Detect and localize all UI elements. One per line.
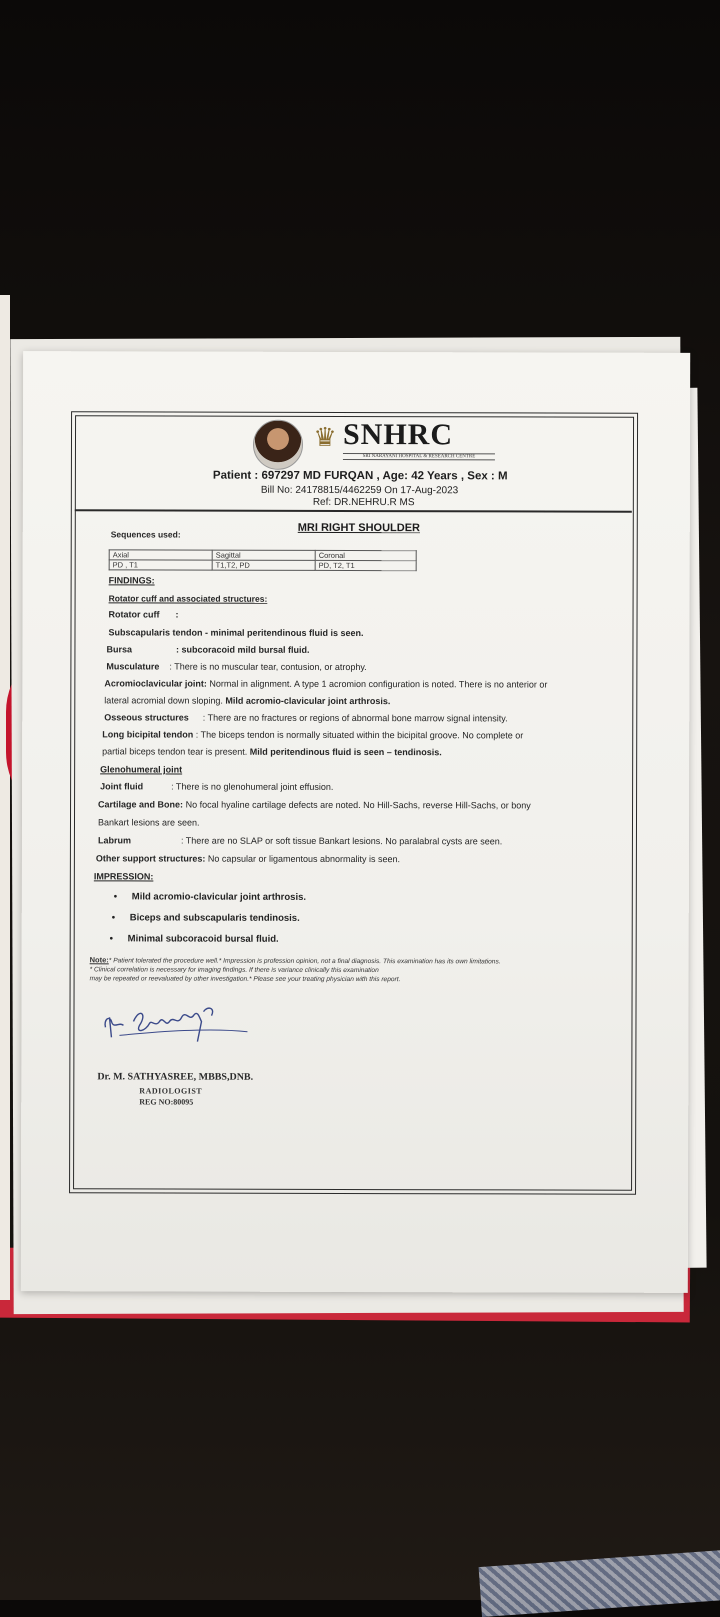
- biceps-bold: Mild peritendinous fluid is seen – tendinosis.: [249, 746, 442, 758]
- report-title: MRI RIGHT SHOULDER: [297, 521, 421, 535]
- impression-item: [110, 933, 279, 944]
- labrum-label: Labrum: [97, 835, 131, 846]
- seq-value-coronal: PD, T2, T1: [315, 560, 416, 570]
- glenohumeral-heading: Glenohumeral joint: [100, 764, 183, 775]
- musculature-line: [106, 661, 366, 672]
- subscapularis-line: Subscapularis tendon - minimal peritendinous fluid is seen.: [108, 627, 364, 639]
- biceps-text-2: partial biceps tendon tear is present.: [102, 746, 248, 757]
- ac-joint-text-1: Normal in alignment. A type 1 acromion configuration is noted. There is no anterior or: [209, 678, 548, 690]
- bullet-icon: •: [109, 933, 114, 945]
- hospital-logo-subtitle: SRI NARAYANI HOSPITAL & RESEARCH CENTRE: [343, 453, 495, 460]
- impression-heading: IMPRESSION:: [93, 871, 154, 882]
- ac-joint-line-2: [104, 695, 390, 706]
- sequences-label: Sequences used:: [110, 529, 181, 540]
- rotator-cuff-label: [109, 609, 179, 619]
- impression-item: [114, 891, 306, 903]
- hospital-logo-text: SNHRC: [342, 417, 454, 452]
- rotator-section-heading: Rotator cuff and associated structures:: [108, 593, 268, 604]
- cartilage-line-1: [98, 799, 531, 810]
- other-support-text: No capsular or ligamentous abnormality is seen.: [207, 853, 401, 865]
- rotator-cuff-colon: :: [175, 609, 179, 620]
- musculature-label: Musculature: [106, 661, 160, 672]
- impression-text: Mild acromio-clavicular joint arthrosis.: [131, 891, 307, 903]
- musculature-text: : There is no muscular tear, contusion, or atrophy.: [169, 661, 367, 673]
- other-support-label: Other support structures:: [95, 853, 206, 864]
- biceps-line-1: [102, 729, 523, 740]
- cartilage-line-2: Bankart lesions are seen.: [97, 817, 200, 828]
- bursa-text: : subcoracoid mild bursal fluid.: [175, 644, 310, 655]
- radiologist-role: RADIOLOGIST: [139, 1086, 203, 1096]
- bursa-label: Bursa: [106, 644, 132, 655]
- back-sheet-left: [0, 295, 10, 1300]
- seq-header-axial: Axial: [109, 550, 212, 560]
- biceps-line-2: [102, 746, 442, 757]
- osseous-line: [104, 712, 507, 723]
- joint-fluid-label: Joint fluid: [100, 781, 144, 792]
- radiologist-signature: [99, 991, 249, 1051]
- ac-joint-line-1: [104, 678, 547, 689]
- osseous-text: : There are no fractures or regions of abnormal bone marrow signal intensity.: [202, 712, 508, 724]
- cartilage-text-1: No focal hyaline cartilage defects are noted. No Hill-Sachs, reverse Hill-Sachs, or bony: [185, 799, 531, 811]
- ref-line: Ref: DR.NEHRU.R MS: [312, 496, 415, 509]
- joint-fluid-line: [100, 781, 333, 792]
- joint-fluid-text: : There is no glenohumeral joint effusion.: [171, 781, 334, 792]
- other-support-line: [96, 853, 400, 864]
- seq-header-sagittal: Sagittal: [212, 550, 315, 560]
- osseous-label: Osseous structures: [104, 712, 189, 723]
- note-line-3: may be repeated or reevaluated by other investigation.* Please see your treating physician with this report.: [89, 975, 401, 984]
- bullet-icon: •: [113, 891, 118, 903]
- disclaimer-note: [90, 955, 501, 984]
- patient-line: Patient : 697297 MD FURQAN , Age: 42 Years , Sex : M: [212, 469, 508, 483]
- radiologist-reg-no: REG NO:80095: [139, 1097, 194, 1107]
- checkered-cloth: [479, 1549, 720, 1617]
- biceps-text-1: : The biceps tendon is normally situated within the bicipital groove. No complete or: [195, 729, 524, 741]
- rotator-cuff-text: Rotator cuff: [108, 609, 160, 620]
- seq-value-axial: PD , T1: [109, 560, 212, 570]
- radiologist-name: Dr. M. SATHYASREE, MBBS,DNB.: [97, 1071, 254, 1083]
- impression-text: Minimal subcoracoid bursal fluid.: [127, 933, 279, 945]
- note-line-2: * Clinical correlation is necessary for imaging findings. If there is variance clinically this examination: [89, 966, 379, 975]
- doctor-photo-avatar: [253, 420, 303, 470]
- labrum-text: : There are no SLAP or soft tissue Bankart lesions. No paralabral cysts are seen.: [180, 835, 503, 847]
- sequences-table: [109, 549, 417, 571]
- note-text-1: * Patient tolerated the procedure well.* Impression is profession opinion, not a final diagnosis. This examination has its own limitations.: [108, 957, 501, 966]
- bill-line: Bill No: 24178815/4462259 On 17-Aug-2023: [260, 484, 459, 497]
- impression-text: Biceps and subscapularis tendinosis.: [129, 912, 300, 924]
- cartilage-label: Cartilage and Bone:: [98, 799, 184, 810]
- report-page: [21, 351, 690, 1293]
- ac-joint-text-2: lateral acromial down sloping.: [104, 695, 223, 706]
- biceps-label: Long bicipital tendon: [102, 729, 194, 740]
- bullet-icon: •: [111, 912, 116, 924]
- labrum-line: [98, 835, 502, 846]
- findings-heading: FINDINGS:: [108, 575, 155, 586]
- sequences-value-row: [109, 560, 416, 571]
- hospital-emblem-icon: ♛: [313, 421, 337, 452]
- ac-joint-label: Acromioclavicular joint:: [104, 678, 207, 689]
- ac-joint-bold: Mild acromio-clavicular joint arthrosis.: [225, 695, 391, 707]
- bursa-line: [106, 644, 309, 655]
- seq-value-sagittal: T1,T2, PD: [212, 560, 315, 570]
- seq-header-coronal: Coronal: [315, 550, 416, 560]
- impression-item: [112, 912, 300, 923]
- note-label: Note:: [89, 955, 109, 965]
